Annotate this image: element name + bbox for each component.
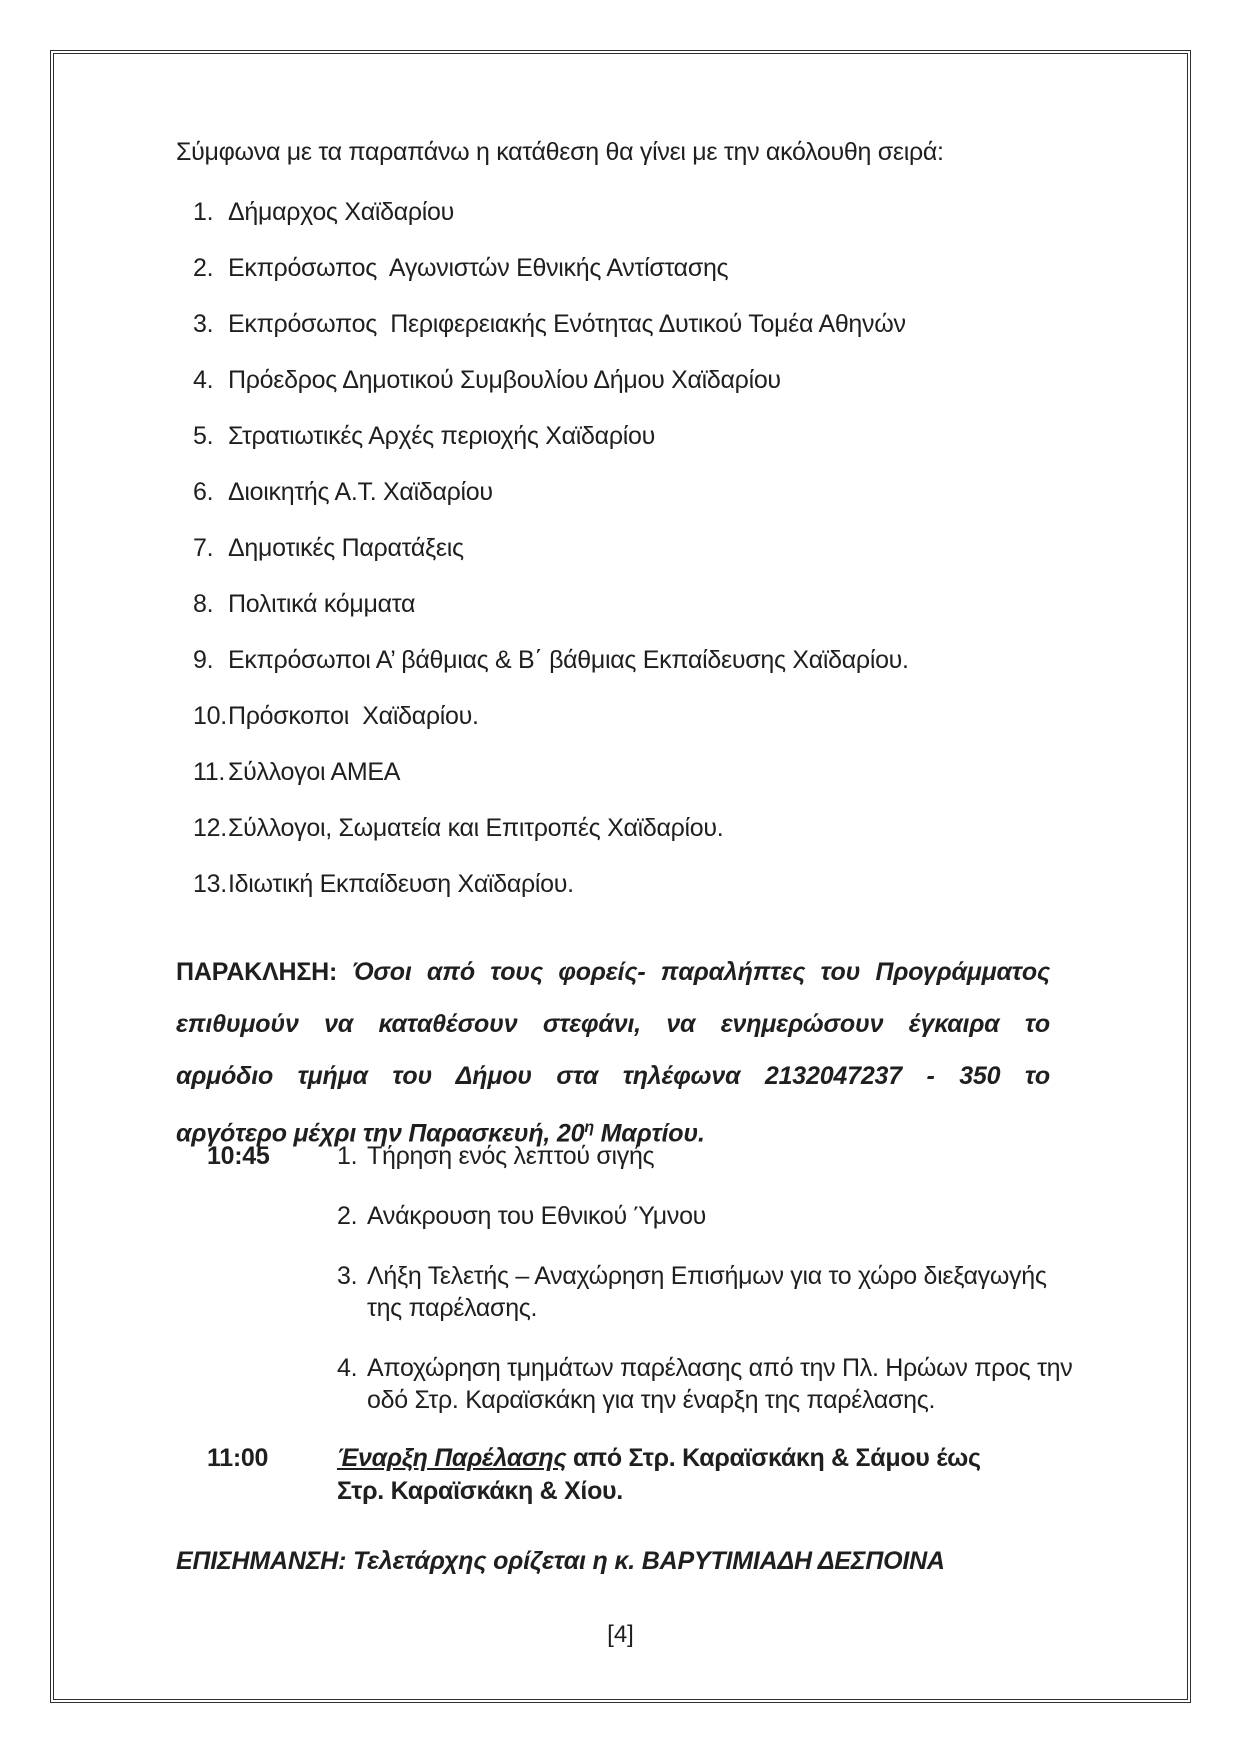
request-label: ΠΑΡΑΚΛΗΣΗ:: [176, 958, 338, 986]
list-item-number: 3.: [193, 310, 214, 338]
schedule-item: [337, 1140, 1097, 1172]
request-line-3: αρμόδιο τμήμα του Δήμου στα τηλέφωνα 2132047237 - 350 το: [176, 1062, 1050, 1090]
list-item: [0, 589, 1241, 619]
schedule-item-text: Ανάκρουση του Εθνικού Ύμνου: [367, 1202, 707, 1230]
list-item-text: Στρατιωτικές Αρχές περιοχής Χαϊδαρίου: [228, 422, 655, 450]
request-line-4-tail: Μαρτίου.: [593, 1119, 705, 1148]
list-item-number: 2.: [193, 254, 214, 282]
request-paragraph: [176, 946, 1050, 1159]
schedule-item: [337, 1200, 1097, 1232]
list-item-number: 11.: [193, 758, 225, 786]
list-item: [0, 309, 1241, 339]
list-item: [0, 869, 1241, 899]
deposition-order-list: [0, 197, 1241, 925]
parade-title-underlined: Έναρξη Παρέλασης: [337, 1444, 567, 1472]
request-line-1: [176, 946, 1050, 998]
parade-start-entry: [337, 1442, 1097, 1508]
schedule-item-text: Αποχώρηση τμημάτων παρέλασης από την Πλ. Ηρώων προς την: [367, 1354, 1073, 1382]
list-item: [0, 477, 1241, 507]
list-item-text: Πρόσκοποι Χαϊδαρίου.: [228, 702, 479, 730]
list-item: [0, 645, 1241, 675]
list-item-number: 8.: [193, 590, 214, 618]
parade-line-2: Στρ. Καραϊσκάκη & Χίου.: [337, 1477, 623, 1505]
schedule-item-text-line2: της παρέλασης.: [367, 1294, 538, 1322]
request-line-4-text: αργότερο μέχρι την Παρασκευή, 20: [176, 1119, 585, 1148]
list-item: [0, 813, 1241, 843]
list-item-number: 1.: [193, 198, 214, 226]
list-item: [0, 701, 1241, 731]
list-item-text: Ιδιωτική Εκπαίδευση Χαϊδαρίου.: [228, 870, 574, 898]
list-item: [0, 533, 1241, 563]
list-item-text: Διοικητής Α.Τ. Χαϊδαρίου: [228, 478, 493, 506]
list-item-text: Πρόεδρος Δημοτικού Συμβουλίου Δήμου Χαϊδαρίου: [228, 366, 781, 394]
ordinal-superscript: η: [584, 1119, 594, 1136]
note-paragraph: ΕΠΙΣΗΜΑΝΣΗ: Τελετάρχης ορίζεται η κ. ΒΑΡΥΤΙΜΙΑΔΗ ΔΕΣΠΟΙΝΑ: [176, 1547, 945, 1575]
list-item-number: 12.: [193, 814, 227, 842]
list-item: [0, 365, 1241, 395]
schedule-item-number: 3.: [337, 1262, 358, 1290]
list-item-text: Εκπρόσωποι Α’ βάθμιας & Β΄ βάθμιας Εκπαίδευσης Χαϊδαρίου.: [228, 646, 909, 674]
list-item-number: 4.: [193, 366, 214, 394]
request-line-1-text: Όσοι από τους φορείς- παραλήπτες του Προγράμματος: [337, 958, 1050, 986]
list-item: [0, 757, 1241, 787]
schedule-item-number: 2.: [337, 1202, 358, 1230]
schedule-item: [337, 1260, 1097, 1324]
intro-paragraph: Σύμφωνα με τα παραπάνω η κατάθεση θα γίνει με την ακόλουθη σειρά:: [176, 138, 944, 166]
page-number: [4]: [607, 1621, 634, 1648]
parade-line-1: [337, 1442, 1097, 1475]
list-item-number: 13.: [193, 870, 227, 898]
list-item: [0, 197, 1241, 227]
schedule-item-text: Λήξη Τελετής – Αναχώρηση Επισήμων για το χώρο διεξαγωγής: [367, 1262, 1047, 1290]
schedule-item-number: 1.: [337, 1142, 358, 1170]
parade-route: από Στρ. Καραϊσκάκη & Σάμου έως: [566, 1444, 981, 1472]
list-item: [0, 253, 1241, 283]
list-item-text: Εκπρόσωπος Αγωνιστών Εθνικής Αντίστασης: [228, 254, 729, 282]
list-item-number: 5.: [193, 422, 214, 450]
list-item-text: Σύλλογοι ΑΜΕΑ: [228, 758, 401, 786]
list-item-number: 7.: [193, 534, 214, 562]
list-item-text: Δημοτικές Παρατάξεις: [228, 534, 464, 562]
schedule-item: [337, 1352, 1097, 1416]
schedule-item-text-line2: οδό Στρ. Καραϊσκάκη για την έναρξη της παρέλασης.: [367, 1386, 936, 1414]
list-item-number: 6.: [193, 478, 214, 506]
schedule-time-1045: 10:45: [207, 1142, 270, 1170]
list-item-text: Εκπρόσωπος Περιφερειακής Ενότητας Δυτικού Τομέα Αθηνών: [228, 310, 906, 338]
list-item-text: Πολιτικά κόμματα: [228, 590, 416, 618]
request-line-2: επιθυμούν να καταθέσουν στεφάνι, να ενημερώσουν έγκαιρα το: [176, 1010, 1050, 1038]
schedule-item-number: 4.: [337, 1354, 358, 1382]
list-item-number: 9.: [193, 646, 214, 674]
schedule-item-text: Τήρηση ενός λεπτού σιγής: [367, 1142, 655, 1170]
schedule-time-1100: 11:00: [207, 1444, 269, 1472]
list-item: [0, 421, 1241, 451]
list-item-number: 10.: [193, 702, 227, 730]
list-item-text: Δήμαρχος Χαϊδαρίου: [228, 198, 455, 226]
list-item-text: Σύλλογοι, Σωματεία και Επιτροπές Χαϊδαρίου.: [228, 814, 724, 842]
